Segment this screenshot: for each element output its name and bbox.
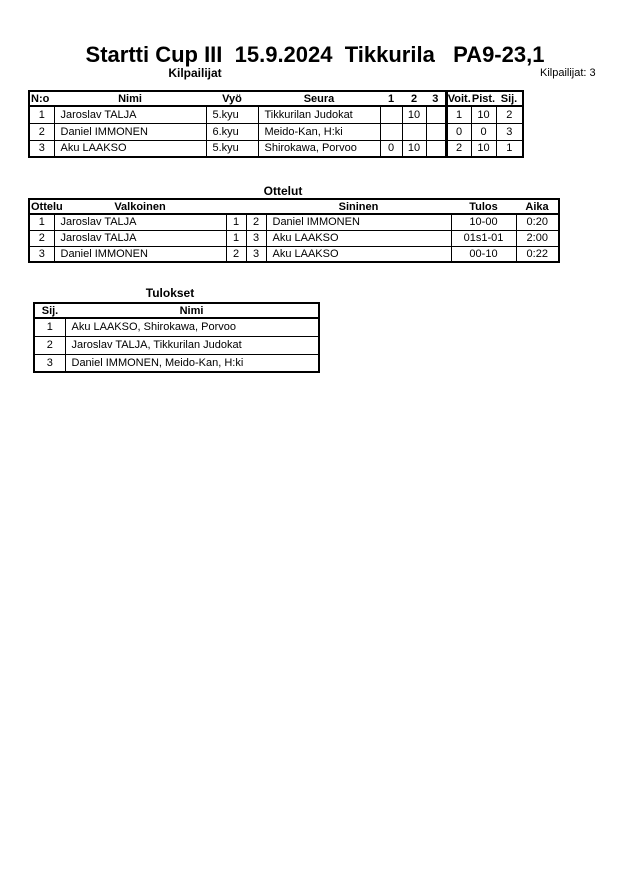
cell-sij: 3: [34, 354, 65, 372]
table-header-row: [34, 303, 319, 318]
tulokset-table: [33, 302, 320, 373]
cell-pist: 10: [471, 106, 496, 123]
table-row: [34, 354, 319, 372]
header-no: N:o: [29, 91, 54, 106]
cell-white-no: 1: [226, 214, 246, 230]
cell-tulos: 00-10: [451, 246, 516, 262]
table-row: [29, 246, 559, 262]
cell-match2: 10: [402, 106, 426, 123]
cell-sij: 1: [496, 140, 523, 157]
cell-aika: 2:00: [516, 230, 559, 246]
cell-no: 2: [29, 123, 54, 140]
cell-voit: 0: [446, 123, 471, 140]
cell-white-no: 1: [226, 230, 246, 246]
header-tulos: Tulos: [451, 199, 516, 214]
cell-nimi: Aku LAAKSO, Shirokawa, Porvoo: [65, 318, 319, 336]
cell-match3: [426, 106, 446, 123]
tulokset-section-title: Tulokset: [145, 286, 195, 300]
header-ottelu: Ottelu: [31, 200, 63, 213]
header-sij: Sij.: [34, 303, 65, 318]
cell-seura: Meido-Kan, H:ki: [258, 123, 380, 140]
cell-vyo: 5.kyu: [206, 140, 258, 157]
competitors-count-label: Kilpailijat: 3: [540, 67, 596, 79]
cell-match2: [402, 123, 426, 140]
cell-match-no: 2: [29, 230, 54, 246]
table-header-row: [29, 91, 523, 106]
cell-sij: 1: [34, 318, 65, 336]
table-row: [29, 106, 523, 123]
cell-aika: 0:22: [516, 246, 559, 262]
kilpailijat-table: [28, 90, 524, 158]
cell-sij: 3: [496, 123, 523, 140]
cell-match2: 10: [402, 140, 426, 157]
page-title: Startti Cup III 15.9.2024 Tikkurila PA9-23,1: [85, 42, 545, 67]
cell-nimi: Jaroslav TALJA: [54, 106, 206, 123]
cell-match3: [426, 140, 446, 157]
cell-sininen: Daniel IMMONEN: [266, 214, 451, 230]
ottelut-section-title: Ottelut: [263, 184, 303, 198]
cell-tulos: 01s1-01: [451, 230, 516, 246]
header-valkoinen: Valkoinen: [54, 199, 226, 214]
table-row: [34, 336, 319, 354]
cell-blue-no: 3: [246, 246, 266, 262]
cell-nimi: Daniel IMMONEN: [54, 123, 206, 140]
kilpailijat-section-title: Kilpailijat: [168, 66, 222, 80]
cell-pist: 10: [471, 140, 496, 157]
cell-pist: 0: [471, 123, 496, 140]
cell-sininen: Aku LAAKSO: [266, 230, 451, 246]
table-header-row: [29, 199, 559, 214]
header-sininen: Sininen: [266, 199, 451, 214]
table-row: [29, 123, 523, 140]
cell-nimi: Aku LAAKSO: [54, 140, 206, 157]
table-row: [29, 230, 559, 246]
header-blue-no: [246, 199, 266, 214]
cell-sij: 2: [34, 336, 65, 354]
header-voit: Voit.: [447, 92, 471, 105]
header-aika: Aika: [516, 199, 559, 214]
header-match2: 2: [402, 91, 426, 106]
cell-match-no: 1: [29, 214, 54, 230]
header-pist: Pist.: [471, 92, 496, 105]
cell-match1: 0: [380, 140, 402, 157]
cell-valkoinen: Jaroslav TALJA: [54, 230, 226, 246]
header-match3: 3: [426, 91, 446, 106]
cell-nimi: Daniel IMMONEN, Meido-Kan, H:ki: [65, 354, 319, 372]
cell-blue-no: 2: [246, 214, 266, 230]
table-row: [34, 318, 319, 336]
cell-valkoinen: Daniel IMMONEN: [54, 246, 226, 262]
cell-vyo: 6.kyu: [206, 123, 258, 140]
cell-match-no: 3: [29, 246, 54, 262]
cell-voit: 1: [446, 106, 471, 123]
cell-tulos: 10-00: [451, 214, 516, 230]
header-nimi: Nimi: [54, 91, 206, 106]
cell-sininen: Aku LAAKSO: [266, 246, 451, 262]
header-seura: Seura: [258, 91, 380, 106]
header-nimi: Nimi: [65, 303, 319, 318]
cell-seura: Tikkurilan Judokat: [258, 106, 380, 123]
table-row: [29, 140, 523, 157]
header-vyo: Vyö: [206, 91, 258, 106]
cell-match3: [426, 123, 446, 140]
cell-white-no: 2: [226, 246, 246, 262]
cell-no: 3: [29, 140, 54, 157]
cell-voit: 2: [446, 140, 471, 157]
cell-match1: [380, 123, 402, 140]
cell-match1: [380, 106, 402, 123]
cell-sij: 2: [496, 106, 523, 123]
table-row: [29, 214, 559, 230]
cell-nimi: Jaroslav TALJA, Tikkurilan Judokat: [65, 336, 319, 354]
header-sij: Sij.: [496, 91, 523, 106]
ottelut-table: [28, 198, 560, 263]
cell-no: 1: [29, 106, 54, 123]
cell-valkoinen: Jaroslav TALJA: [54, 214, 226, 230]
cell-vyo: 5.kyu: [206, 106, 258, 123]
cell-blue-no: 3: [246, 230, 266, 246]
cell-aika: 0:20: [516, 214, 559, 230]
header-match1: 1: [380, 91, 402, 106]
cell-seura: Shirokawa, Porvoo: [258, 140, 380, 157]
header-white-no: [226, 199, 246, 214]
